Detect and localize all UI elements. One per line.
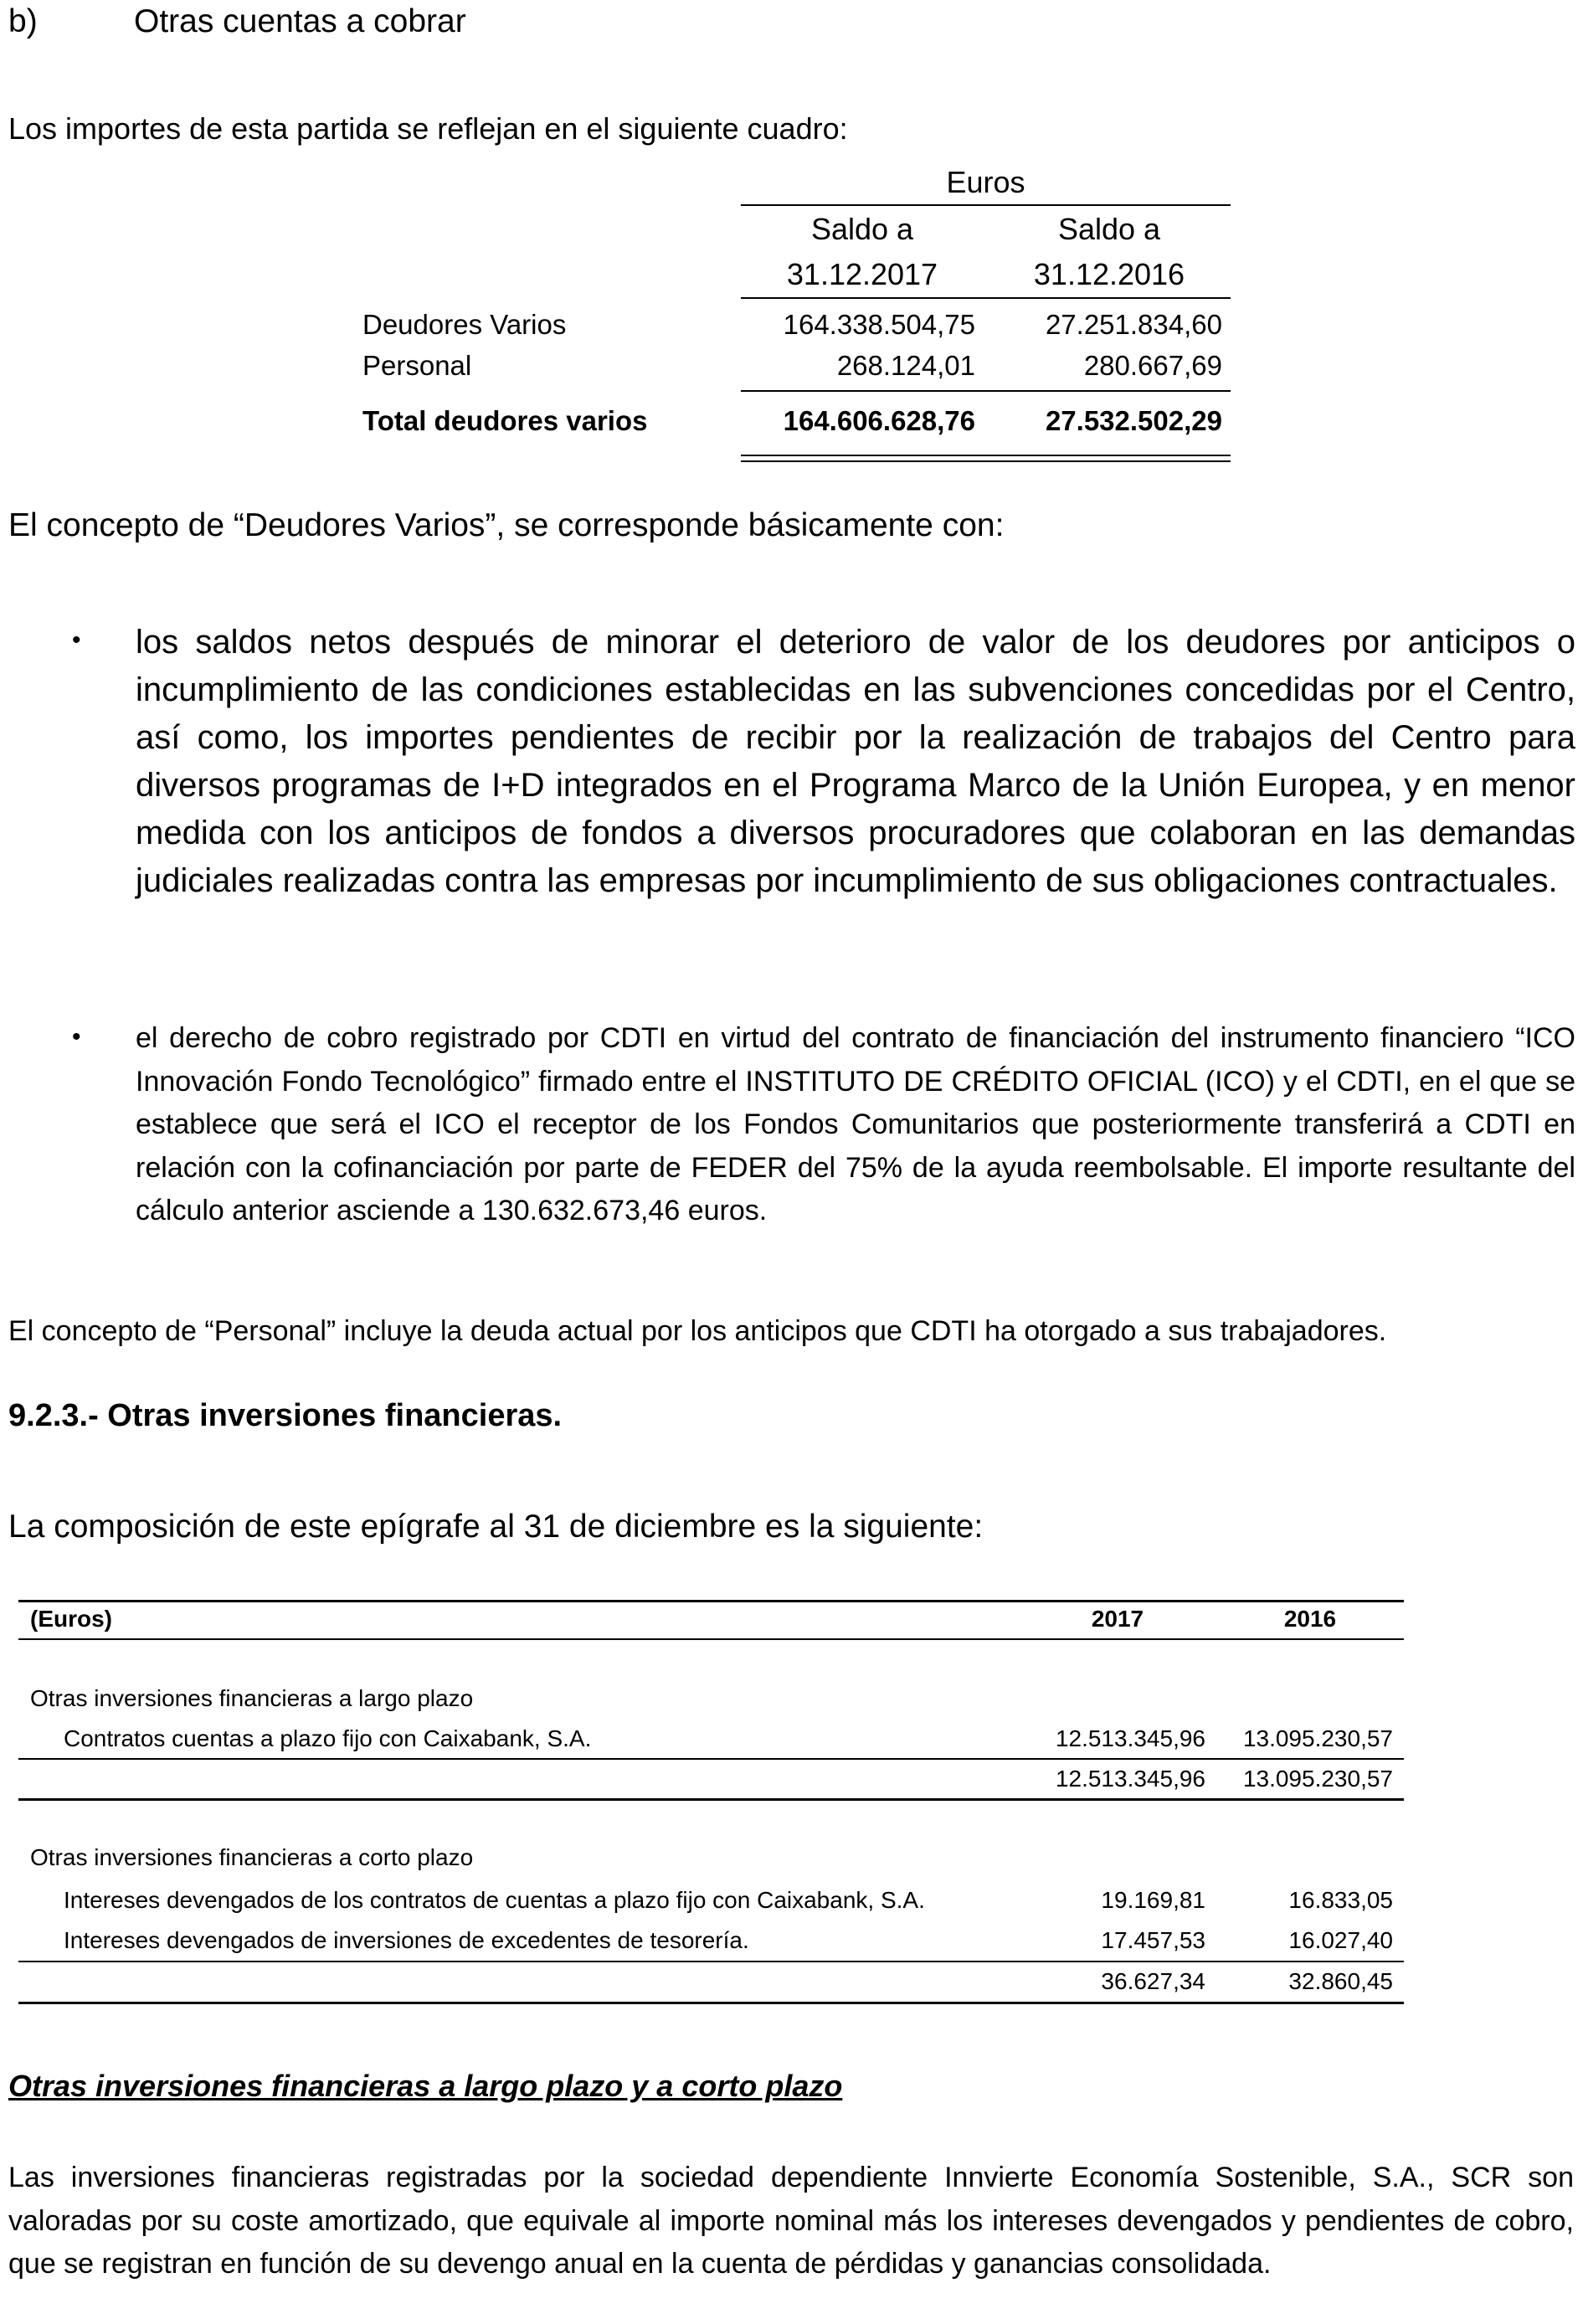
row-value-2017: 164.338.504,75	[783, 309, 975, 340]
table-row-2017: 17.457,53	[1101, 1927, 1205, 1953]
row-label: Personal	[362, 350, 472, 381]
lp-section-title: Otras inversiones financieras a largo plazo	[30, 1685, 474, 1711]
cp-total-2017: 36.627,34	[1101, 1968, 1205, 1994]
row-value-2016: 280.667,69	[1083, 350, 1222, 381]
row-value-2016: 27.251.834,60	[1045, 309, 1222, 340]
cp-section-title: Otras inversiones financieras a corto plazo	[30, 1844, 474, 1870]
table-row-2016: 13.095.230,57	[1242, 1725, 1393, 1751]
bullet-dot: •	[72, 626, 81, 654]
lp-total-2016: 13.095.230,57	[1242, 1766, 1393, 1792]
total-double-rule-bottom	[741, 460, 1231, 462]
subheading: Otras inversiones financieras a largo plazo y a corto plazo	[8, 2069, 843, 2103]
total-value-2017: 164.606.628,76	[783, 405, 975, 436]
row-value-2017: 268.124,01	[836, 350, 975, 381]
table-row-label: Intereses devengados de los contratos de cuentas a plazo fijo con Caixabank, S.A.	[64, 1887, 925, 1913]
table-row-2016: 16.833,05	[1288, 1887, 1393, 1913]
header-2017: 2017	[1091, 1606, 1144, 1632]
section-heading	[8, 2, 466, 42]
section-title: Otras cuentas a cobrar	[134, 3, 466, 39]
section-letter: b)	[8, 3, 38, 39]
final-paragraph: Las inversiones financieras registradas por la sociedad dependiente Innvierte Economía Sostenible, S.A., SCR son valoradas por su coste amortizado, que equivale al importe nominal más los intereses devengados y pendientes de cobro, que se registran en función de su devengo anual en la cuenta de pérdidas y ganancias consolidada.	[8, 2162, 1574, 2280]
table-row-2016: 16.027,40	[1288, 1927, 1393, 1953]
col-2016-line1: Saldo a	[1057, 212, 1161, 246]
header-currency: (Euros)	[30, 1606, 112, 1632]
table-row-label: Intereses devengados de inversiones de excedentes de tesorería.	[64, 1927, 749, 1953]
section-923-heading: 9.2.3.- Otras inversiones financieras.	[8, 1398, 563, 1433]
cp-total-2016: 32.860,45	[1288, 1968, 1393, 1994]
table-row-2017: 12.513.345,96	[1055, 1725, 1205, 1751]
subtotal-rule	[741, 390, 1231, 392]
total-value-2016: 27.532.502,29	[1045, 405, 1222, 436]
cp-total-rule	[18, 2002, 1404, 2004]
table-row-label: Contratos cuentas a plazo fijo con Caixabank, S.A.	[64, 1725, 592, 1751]
bullet-dot: •	[72, 1023, 81, 1051]
total-label: Total deudores varios	[362, 405, 648, 436]
header-rule	[741, 204, 1231, 206]
header-2016: 2016	[1283, 1606, 1337, 1632]
col-2016-line2: 31.12.2016	[1033, 257, 1185, 291]
currency-header: Euros	[946, 165, 1025, 199]
concept-personal-paragraph: El concepto de “Personal” incluye la deuda actual por los anticipos que CDTI ha otorgado a sus trabajadores.	[8, 1315, 1387, 1347]
intro-paragraph: Los importes de esta partida se reflejan en el siguiente cuadro:	[8, 111, 848, 146]
lp-rule	[18, 1758, 1404, 1760]
lp-total-rule	[18, 1798, 1404, 1801]
bullet-paragraph: el derecho de cobro registrado por CDTI en virtud del contrato de financiación del instrumento financiero “ICO Innovación Fondo Tecnológico” firmado entre el INSTITUTO DE CRÉDITO OFICIAL (ICO) y el CDTI, en el que se establece que será el ICO el receptor de los Fondos Comunitarios que posteriormente transferirá a CDTI en relación con la cofinanciación por parte de FEDER del 75% de la ayuda reembolsable. El importe resultante del cálculo anterior asciende a 130.632.673,46 euros.	[136, 1022, 1575, 1226]
total-double-rule-top	[741, 455, 1231, 456]
table-row-2017: 19.169,81	[1101, 1887, 1205, 1913]
concept-deudores-paragraph: El concepto de “Deudores Varios”, se corresponde básicamente con:	[8, 507, 1005, 543]
header-rule	[18, 1638, 1404, 1640]
lp-total-2017: 12.513.345,96	[1055, 1766, 1205, 1792]
composition-paragraph: La composición de este epígrafe al 31 de diciembre es la siguiente:	[8, 1509, 984, 1545]
bullet-paragraph: los saldos netos después de minorar el deterioro de valor de los deudores por anticipos o incumplimiento de las condiciones establecidas en las subvenciones concedidas por el Centro, así como, los importes pendientes de recibir por la realización de trabajos del Centro para diversos programas de I+D integrados en el Programa Marco de la Unión Europea, y en menor medida con los anticipos de fondos a diversos procuradores que colaboran en las demandas judiciales realizadas contra las empresas por incumplimiento de sus obligaciones contractuales.	[136, 624, 1575, 899]
col-2017-line2: 31.12.2017	[786, 257, 938, 291]
col-2017-line1: Saldo a	[810, 212, 914, 246]
columns-rule	[741, 297, 1231, 299]
cp-rule	[18, 1961, 1404, 1962]
table-top-rule	[18, 1600, 1404, 1602]
row-label: Deudores Varios	[362, 309, 567, 340]
